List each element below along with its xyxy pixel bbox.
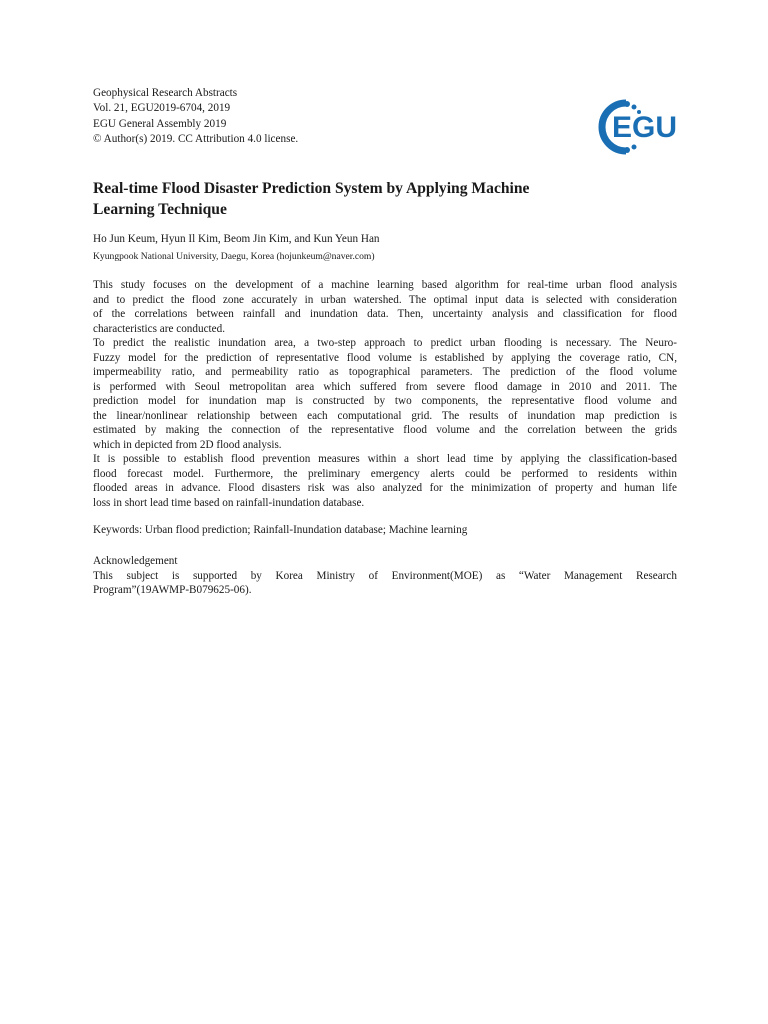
abstract-line: It is possible to establish flood prevention measures within a short lead time by applying the classification-based: [93, 453, 677, 465]
acknowledgement-line: This subject is supported by Korea Ministry of Environment(MOE) as “Water Management Research: [93, 569, 677, 582]
egu-logo: [592, 94, 684, 160]
egu-logo-text: EGU: [612, 111, 678, 144]
assembly-info: EGU General Assembly 2019: [93, 117, 227, 130]
abstract-line: characteristics are conducted.: [93, 322, 225, 335]
abstract-line: is performed with Seoul metropolitan area which suffered from severe flood damage in 2010 and 2011. The: [93, 380, 677, 393]
abstract-line: flood forecast model. Furthermore, the preliminary emergency alerts could be performed to residents within: [93, 467, 677, 480]
title-line: Learning Technique: [93, 201, 227, 218]
abstract-line: Fuzzy model for the prediction of representative flood volume is established by applying the coverage ratio, CN,: [93, 351, 677, 364]
abstract-line: estimated by making the connection of the representative flood volume and the correlation between the grids: [93, 424, 677, 436]
paper-title: [93, 178, 653, 220]
acknowledgement-section: [93, 554, 677, 598]
title-line: Real-time Flood Disaster Prediction System by Applying Machine: [93, 180, 530, 197]
abstract-line: loss in short lead time based on rainfall-inundation database.: [93, 496, 365, 509]
license-info: © Author(s) 2019. CC Attribution 4.0 license.: [93, 132, 299, 145]
abstract-line: the linear/nonlinear relationship between each computational grid. The results of inundation map prediction is: [93, 409, 677, 422]
keywords: Keywords: Urban flood prediction; Rainfall-Inundation database; Machine learning: [93, 524, 468, 536]
abstract-line: and to predict the flood zone accurately in urban watershed. The optimal input data is selected with consideration: [93, 293, 677, 306]
journal-header: [93, 86, 298, 147]
abstract-line: flooded areas in advance. Flood disasters risk was also analyzed for the minimization of property and human life: [93, 482, 677, 494]
abstract-line: This study focuses on the development of a machine learning based algorithm for real-time urban flood analysis: [93, 279, 677, 291]
abstract-line: impermeability ratio, and permeability ratio as topographical parameters. The prediction of the flood volume: [93, 366, 677, 378]
abstract-line: prediction model for inundation map is constructed by two components, the representative flood volume and: [93, 395, 677, 407]
affiliation: Kyungpook National University, Daegu, Korea (hojunkeum@naver.com): [93, 251, 375, 262]
acknowledgement-line: Program”(19AWMP-B079625-06).: [93, 584, 252, 596]
abstract-line: To predict the realistic inundation area, a two-step approach to predict urban flooding is necessary. The Neuro-: [93, 337, 677, 349]
author-list: Ho Jun Keum, Hyun Il Kim, Beom Jin Kim, and Kun Yeun Han: [93, 233, 380, 245]
acknowledgement-heading: Acknowledgement: [93, 555, 178, 567]
journal-name: Geophysical Research Abstracts: [93, 87, 238, 99]
abstract-line: of the correlations between rainfall and inundation data. Then, uncertainty analysis and classification for flood: [93, 308, 677, 320]
volume-info: Vol. 21, EGU2019-6704, 2019: [93, 102, 231, 115]
abstract-body: [93, 278, 677, 510]
abstract-line: which in depicted from 2D flood analysis.: [93, 438, 282, 451]
